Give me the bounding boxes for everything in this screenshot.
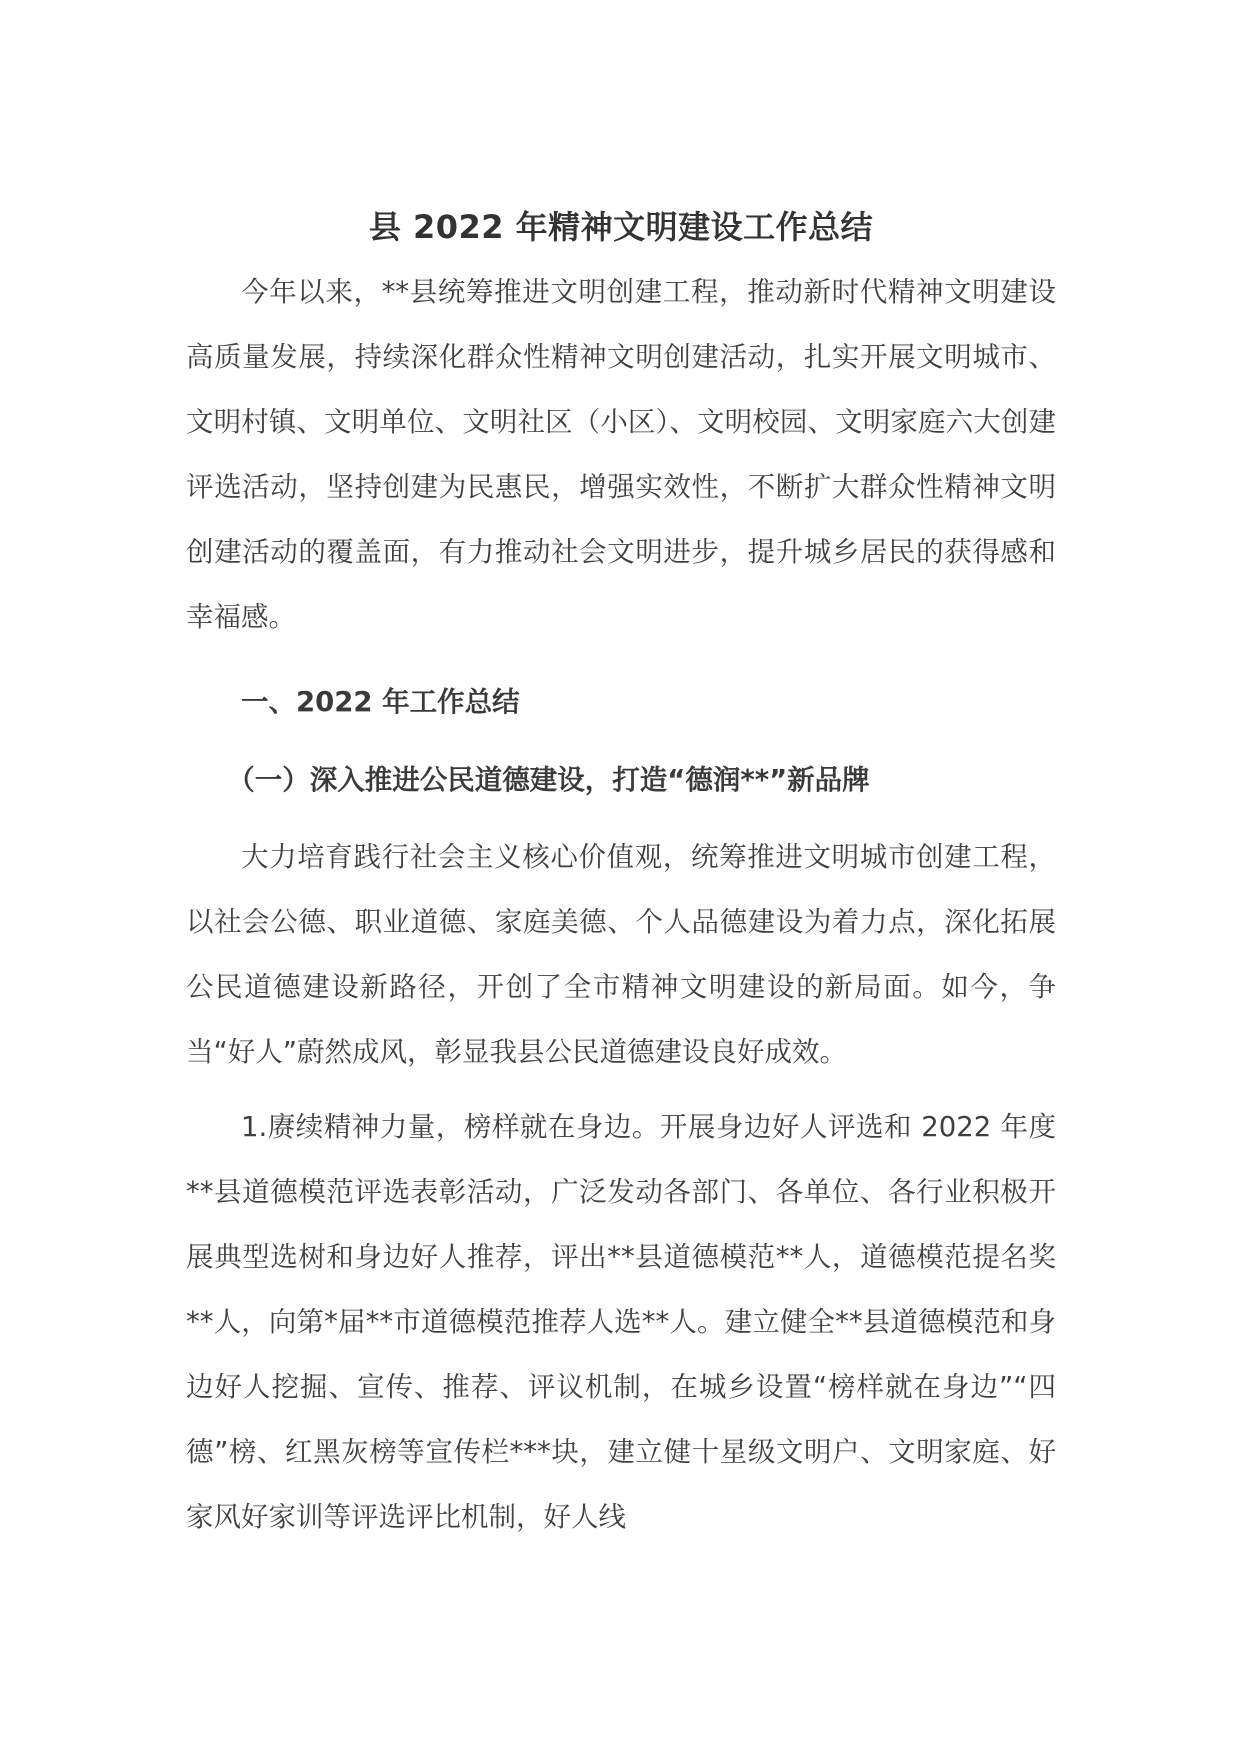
document-title: 县 2022 年精神文明建设工作总结 (368, 208, 874, 246)
intro-paragraph: 今年以来，**县统筹推进文明创建工程，推动新时代精神文明建设高质量发展，持续深化群众性精神文明创建活动，扎实开展文明城市、文明村镇、文明单位、文明社区（小区）、文明校园、文明家庭六大创建评选活动，坚持创建为民惠民，增强实效性，不断扩大群众性精神文明创建活动的覆盖面，有力推动社会文明进步，提升城乡居民的获得感和幸福感。 (186, 276, 1056, 633)
spacer (186, 1085, 1056, 1095)
subsection-paragraph: 大力培育践行社会主义核心价值观，统筹推进文明城市创建工程，以社会公德、职业道德、家庭美德、个人品德建设为着力点，深化拓展公民道德建设新路径，开创了全市精神文明建设的新局面。如今，争当“好人”蔚然成风，彰显我县公民道德建设良好成效。 (186, 841, 1056, 1068)
section-heading: 一、2022 年工作总结 (241, 686, 520, 718)
document-page (186, 196, 1056, 1550)
spacer (186, 650, 1056, 660)
item-paragraph: 1.赓续精神力量，榜样就在身边。开展身边好人评选和 2022 年度**县道德模范评选表彰活动，广泛发动各部门、各单位、各行业积极开展典型选树和身边好人推荐，评出**县道德模范**人，道德模范提名奖**人，向第*届**市道德模范推荐人选**人。建立健全**县道德模范和身边好人挖掘、宣传、推荐、评议机制，在城乡设置“榜样就在身边”“四德”榜、红黑灰榜等宣传栏***块，建立健十星级文明户、文明家庭、好家风好家训等评选评比机制，好人线 (186, 1111, 1056, 1533)
subsection-heading: （一）深入推进公民道德建设，打造“德润**”新品牌 (227, 764, 870, 796)
